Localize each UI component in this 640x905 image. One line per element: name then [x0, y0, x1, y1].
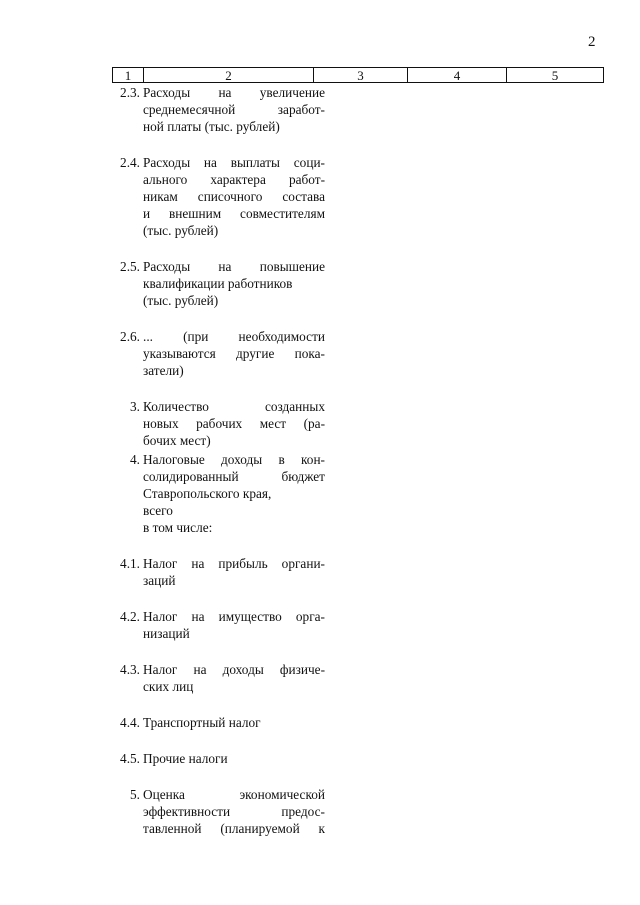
table-row [112, 398, 332, 449]
row-number: 2.3. [120, 85, 140, 100]
row-line: Налог на прибыль органи- [143, 556, 325, 571]
row-line: новых рабочих мест (ра- [143, 416, 325, 431]
row-line: (тыс. рублей) [143, 293, 219, 308]
header-col-2: 2 [144, 68, 314, 82]
row-text [143, 84, 325, 135]
row-number: 2.4. [120, 155, 140, 170]
row-line: в том числе: [143, 520, 213, 535]
row-line: Налог на имущество орга- [143, 609, 325, 624]
row-line: затели) [143, 363, 184, 378]
row-line: Расходы на повышение [143, 259, 325, 274]
row-text [143, 608, 325, 642]
row-text [143, 714, 325, 731]
row-line: всего [143, 503, 173, 518]
row-text [143, 661, 325, 695]
row-line: Налог на доходы физиче- [143, 662, 325, 677]
page-number: 2 [588, 34, 596, 50]
row-line: тавленной (планируемой к [143, 821, 325, 836]
row-line: среднемесячной заработ- [143, 102, 325, 117]
row-text [143, 750, 325, 767]
row-number: 4. [130, 452, 140, 467]
row-number: 2.6. [120, 329, 140, 344]
header-col-3: 3 [314, 68, 408, 82]
table-row [112, 258, 332, 309]
table-row [112, 786, 332, 837]
table-header [112, 67, 604, 83]
table-row [112, 661, 332, 695]
row-line: указываются другие пока- [143, 346, 325, 361]
row-line: заций [143, 573, 176, 588]
table-body [112, 84, 332, 837]
row-number: 4.3. [120, 662, 140, 677]
table-row [112, 154, 332, 239]
row-number: 5. [130, 787, 140, 802]
table-row [112, 84, 332, 135]
header-col-5: 5 [551, 68, 559, 83]
row-text [143, 154, 325, 239]
row-line: Прочие налоги [143, 751, 228, 766]
table-row [112, 555, 332, 589]
row-number: 3. [130, 399, 140, 414]
row-line: (тыс. рублей) [143, 223, 219, 238]
header-col-4: 4 [408, 68, 507, 82]
row-number: 4.2. [120, 609, 140, 624]
row-text [143, 328, 325, 379]
row-number: 4.5. [120, 751, 140, 766]
table-row [112, 608, 332, 642]
row-text [143, 398, 325, 449]
header-col-1: 1 [113, 68, 144, 82]
row-line: низаций [143, 626, 190, 641]
row-text [143, 555, 325, 589]
row-line: солидированный бюджет [143, 469, 325, 484]
row-line: и внешним совместителям [143, 206, 325, 221]
row-line: Транспортный налог [143, 715, 261, 730]
table-row [112, 328, 332, 379]
row-line: ... (при необходимости [143, 329, 325, 344]
row-line: никам списочного состава [143, 189, 325, 204]
row-line: ной платы (тыс. рублей) [143, 119, 280, 134]
row-number: 2.5. [120, 259, 140, 274]
row-line: Оценка экономической [143, 787, 325, 802]
row-line: квалификации работников [143, 276, 293, 291]
row-line: бочих мест) [143, 433, 211, 448]
row-line: Ставропольского края, [143, 486, 272, 501]
row-line: ального характера работ- [143, 172, 325, 187]
table-row [112, 750, 332, 767]
row-line: Количество созданных [143, 399, 325, 414]
row-line: Расходы на увеличение [143, 85, 325, 100]
table-row [112, 714, 332, 731]
row-text [143, 258, 325, 309]
row-number: 4.1. [120, 556, 140, 571]
row-text [143, 786, 325, 837]
row-number: 4.4. [120, 715, 140, 730]
row-line: эффективности предос- [143, 804, 325, 819]
table-row [112, 451, 332, 536]
row-line: Расходы на выплаты соци- [143, 155, 325, 170]
row-line: Налоговые доходы в кон- [143, 452, 325, 467]
row-text [143, 451, 325, 536]
row-line: ских лиц [143, 679, 194, 694]
